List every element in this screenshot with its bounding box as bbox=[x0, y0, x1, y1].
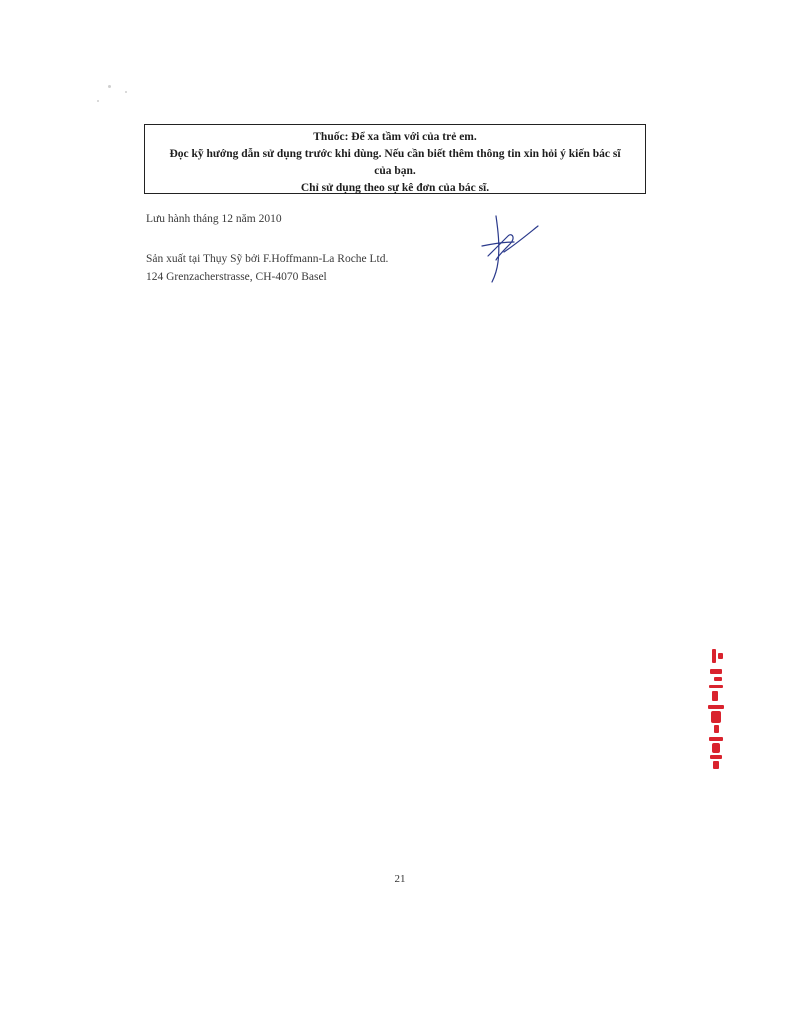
signature-icon bbox=[478, 212, 540, 284]
warning-box bbox=[144, 124, 646, 194]
warning-line-1: Thuốc: Để xa tầm với của trẻ em. bbox=[313, 131, 477, 143]
scan-speck bbox=[125, 91, 127, 93]
manufacturer-line-1: Sản xuất tại Thụy Sỹ bởi F.Hoffmann-La Roche Ltd. bbox=[146, 253, 389, 265]
warning-line-2: Đọc kỹ hướng dẫn sử dụng trước khi dùng. Nếu cần biết thêm thông tin xin hỏi ý kiến bác sĩ bbox=[169, 148, 621, 160]
warning-line-3: của bạn. bbox=[374, 165, 416, 177]
circulation-date: Lưu hành tháng 12 năm 2010 bbox=[146, 213, 282, 225]
stamp-icon bbox=[700, 645, 734, 775]
scan-speck bbox=[97, 100, 99, 102]
warning-line-4: Chỉ sử dụng theo sự kê đơn của bác sĩ. bbox=[300, 182, 490, 194]
manufacturer-line-2: 124 Grenzacherstrasse, CH-4070 Basel bbox=[146, 271, 327, 283]
page-number: 21 bbox=[394, 873, 406, 885]
manufacturer-info bbox=[146, 250, 388, 286]
scan-speck bbox=[108, 85, 111, 88]
